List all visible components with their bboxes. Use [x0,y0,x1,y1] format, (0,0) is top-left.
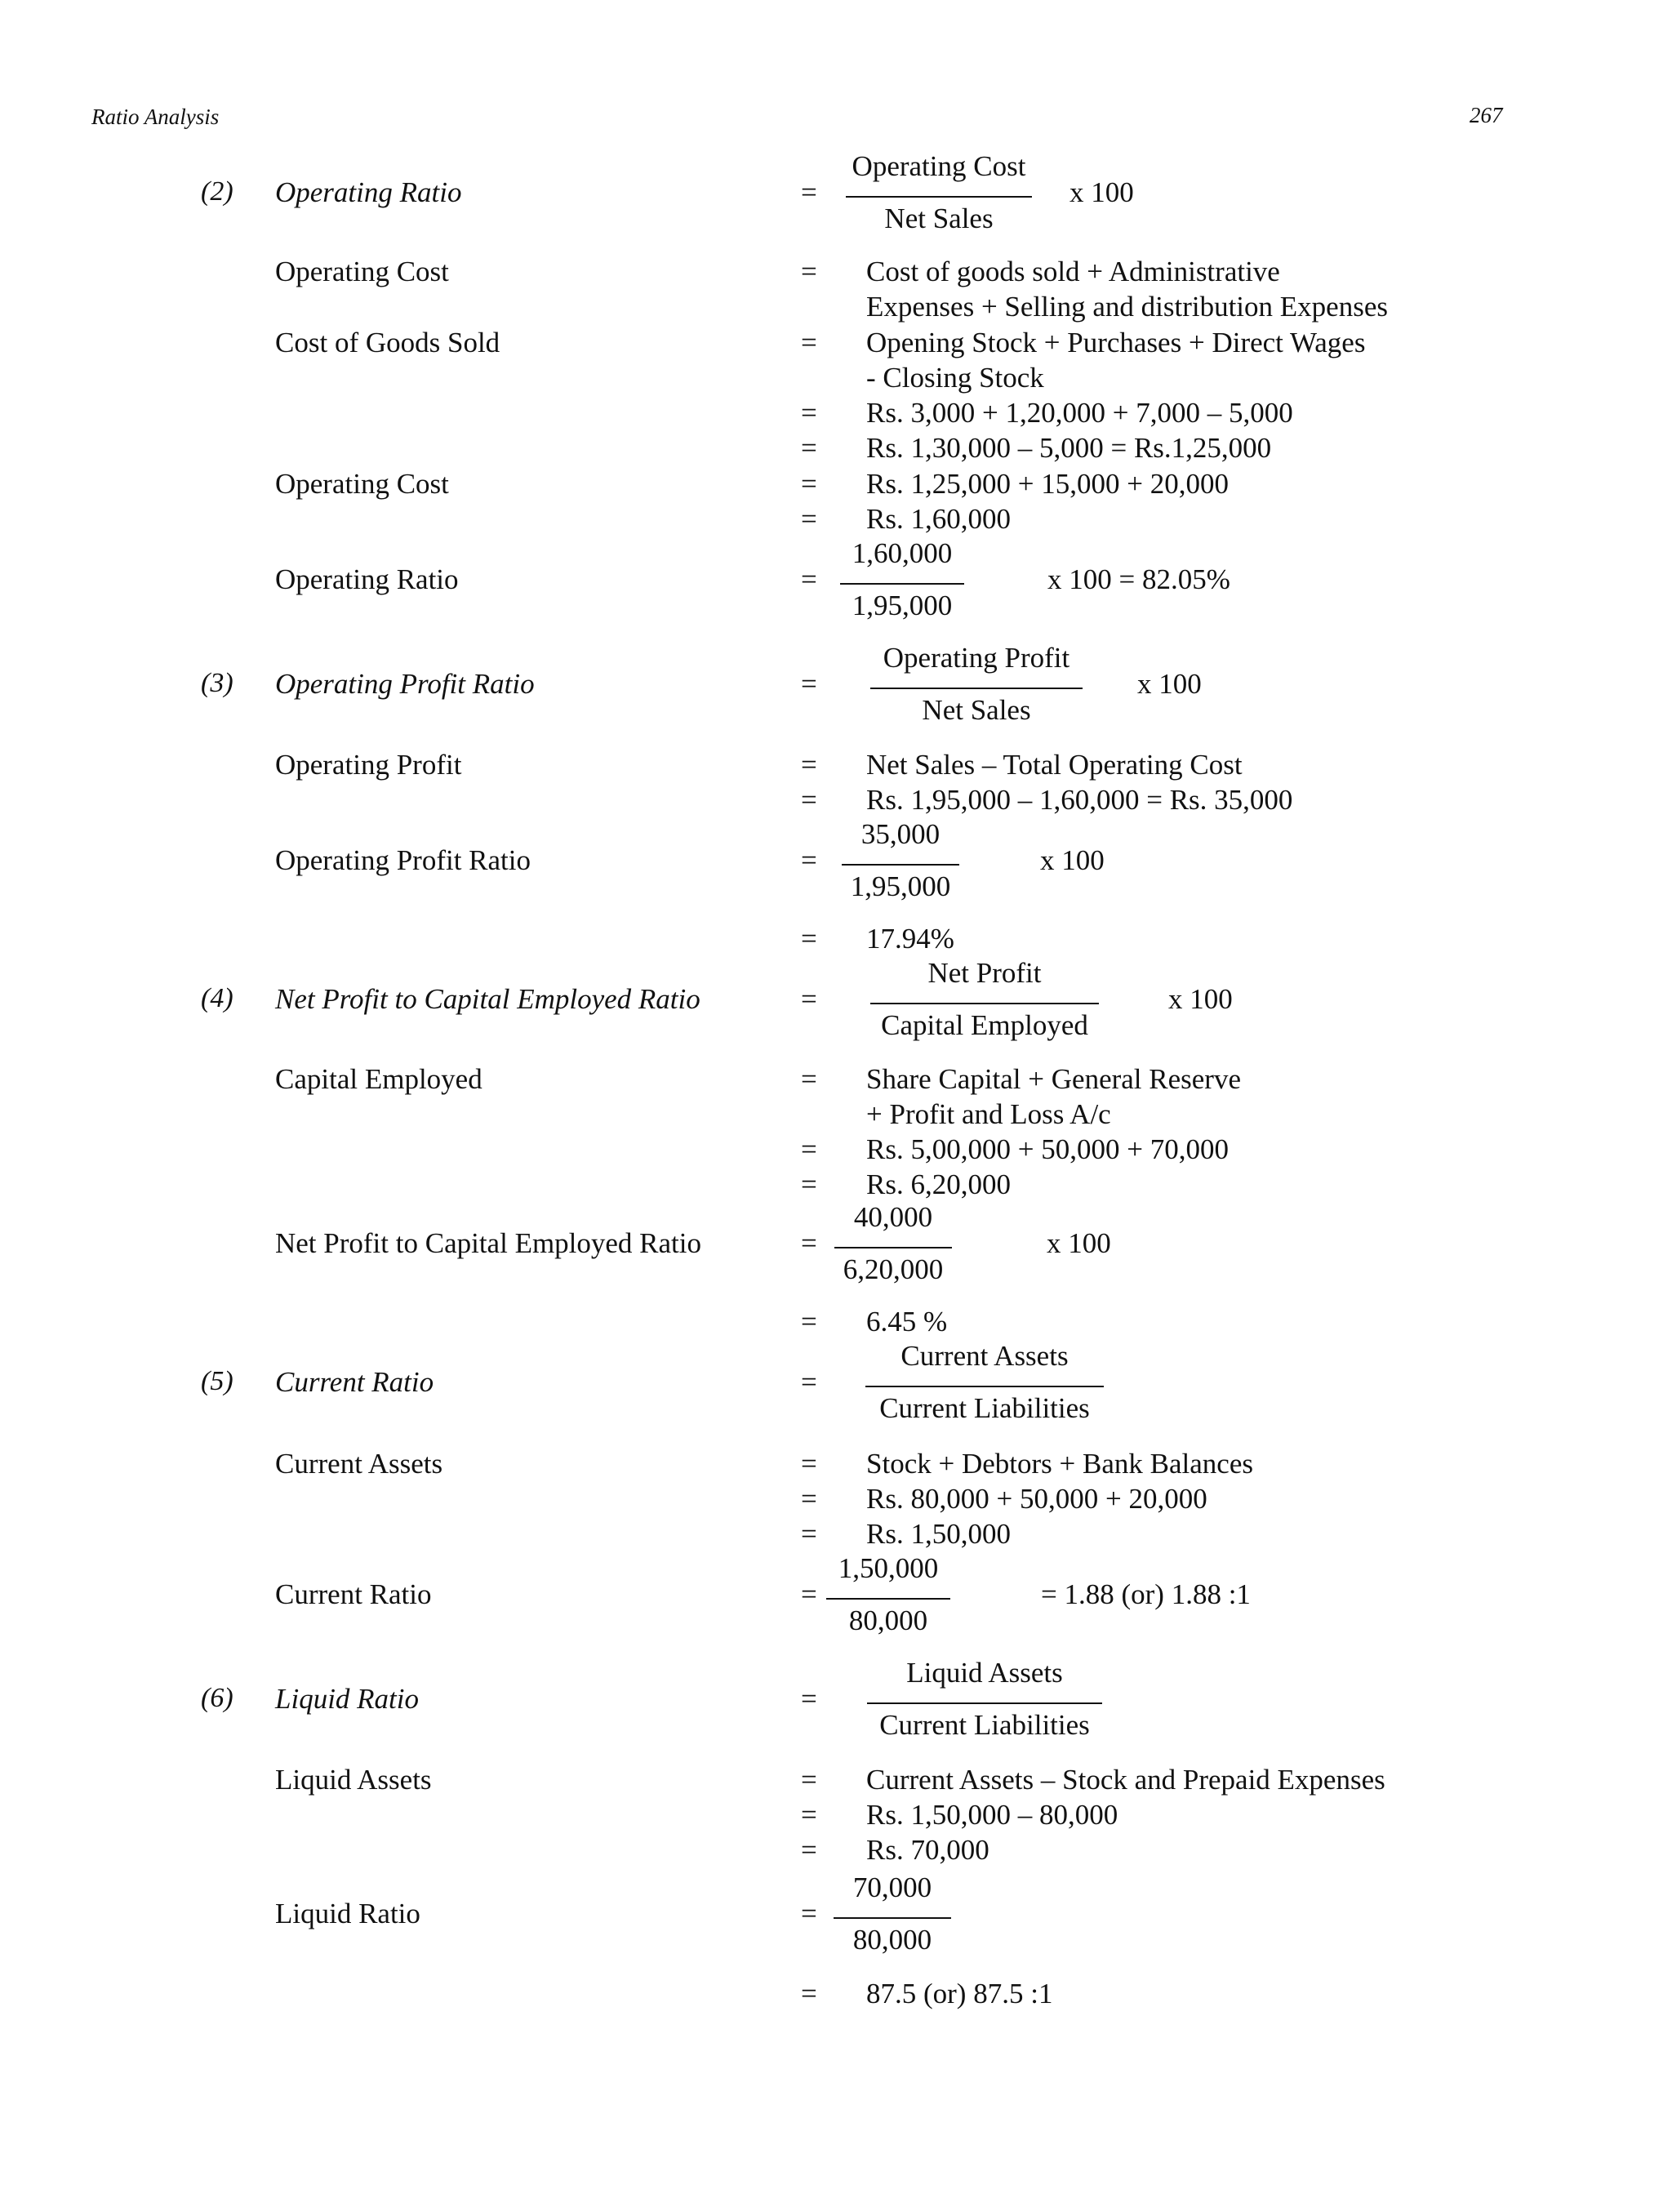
equals-sign: = [801,749,817,781]
formula-numerator: Net Profit [927,957,1042,989]
formula-numerator: Current Assets [900,1340,1069,1372]
equals-sign: = [801,983,817,1015]
result-fraction-bar [840,583,964,585]
section-number: (6) [201,1683,233,1713]
equals-sign: = [801,1133,817,1165]
step-label: Operating Cost [275,468,449,500]
formula-numerator: Operating Profit [883,642,1070,674]
section-number: (3) [201,668,233,698]
step-expression: Expenses + Selling and distribution Expenses [866,291,1388,323]
step-expression: Opening Stock + Purchases + Direct Wages [866,327,1366,358]
equals-sign: = [801,468,817,500]
equals-sign: = [801,563,817,595]
step-label: Operating Profit [275,749,462,781]
step-expression: Current Assets – Stock and Prepaid Expenses [866,1764,1385,1796]
step-label: Capital Employed [275,1063,482,1095]
formula-denominator: Net Sales [922,694,1031,726]
running-header: Ratio Analysis [91,105,220,129]
step-expression: Rs. 1,50,000 [866,1518,1011,1550]
result-label: Operating Ratio [275,563,459,595]
equals-sign: = [801,784,817,816]
equals-sign: = [801,1683,817,1715]
step-expression: Stock + Debtors + Bank Balances [866,1448,1253,1480]
equals-sign: = [801,1834,817,1866]
result-fraction-bar [834,1917,951,1919]
result-numerator: 1,50,000 [838,1552,939,1584]
formula-fraction-bar [867,1702,1102,1704]
step-expression: Rs. 70,000 [866,1834,989,1866]
equals-sign: = [801,1448,817,1480]
result-suffix: x 100 [1040,844,1105,876]
section-number: (5) [201,1366,233,1396]
result-fraction-bar [842,864,959,866]
equals-sign: = [801,844,817,876]
result-denominator: 80,000 [852,1924,932,1956]
step-expression: Net Sales – Total Operating Cost [866,749,1243,781]
step-expression: - Closing Stock [866,362,1044,394]
step-label: Cost of Goods Sold [275,327,500,358]
page-number: 267 [1470,103,1503,127]
equals-sign: = [801,1578,817,1610]
result-numerator: 35,000 [860,818,940,850]
step-expression: Rs. 1,50,000 – 80,000 [866,1799,1118,1831]
equals-sign: = [801,327,817,358]
step-expression: Rs. 80,000 + 50,000 + 20,000 [866,1483,1207,1515]
formula-denominator: Capital Employed [881,1009,1088,1041]
final-answer: 17.94% [866,923,954,955]
equals-sign: = [801,176,817,208]
result-label: Current Ratio [275,1578,432,1610]
equals-sign: = [801,1063,817,1095]
step-expression: Rs. 5,00,000 + 50,000 + 70,000 [866,1133,1229,1165]
equals-sign: = [801,397,817,429]
equals-sign: = [801,923,817,955]
formula-suffix: x 100 [1069,176,1134,208]
step-expression: Rs. 6,20,000 [866,1168,1011,1200]
formula-numerator: Operating Cost [852,150,1026,182]
equals-sign: = [801,668,817,700]
step-expression: Share Capital + General Reserve [866,1063,1241,1095]
step-expression: Rs. 1,95,000 – 1,60,000 = Rs. 35,000 [866,784,1293,816]
result-suffix: = 1.88 (or) 1.88 :1 [1041,1578,1251,1610]
result-denominator: 1,95,000 [850,870,951,902]
step-expression: Rs. 1,25,000 + 15,000 + 20,000 [866,468,1229,500]
formula-numerator: Liquid Assets [906,1657,1063,1689]
formula-denominator: Net Sales [884,203,994,234]
equals-sign: = [801,1227,817,1259]
section-title: Current Ratio [275,1366,434,1398]
step-expression: Rs. 1,60,000 [866,503,1011,535]
result-denominator: 6,20,000 [843,1253,944,1285]
result-numerator: 70,000 [852,1872,932,1903]
equals-sign: = [801,1898,817,1929]
final-answer: 6.45 % [866,1306,948,1337]
formula-fraction-bar [870,1003,1099,1004]
step-expression: Rs. 1,30,000 – 5,000 = Rs.1,25,000 [866,432,1272,464]
formula-suffix: x 100 [1168,983,1233,1015]
result-label: Net Profit to Capital Employed Ratio [275,1227,702,1259]
result-fraction-bar [826,1598,950,1600]
step-label: Liquid Assets [275,1764,432,1796]
result-suffix: x 100 [1047,1227,1111,1259]
formula-fraction-bar [865,1386,1104,1387]
formula-fraction-bar [870,688,1083,689]
result-suffix: x 100 = 82.05% [1047,563,1230,595]
formula-suffix: x 100 [1137,668,1202,700]
step-label: Operating Cost [275,256,449,287]
step-expression: Rs. 3,000 + 1,20,000 + 7,000 – 5,000 [866,397,1293,429]
formula-fraction-bar [846,196,1032,198]
equals-sign: = [801,1306,817,1337]
equals-sign: = [801,1518,817,1550]
section-title: Liquid Ratio [275,1683,419,1715]
formula-denominator: Current Liabilities [879,1709,1090,1741]
result-label: Liquid Ratio [275,1898,420,1929]
result-label: Operating Profit Ratio [275,844,531,876]
equals-sign: = [801,1168,817,1200]
equals-sign: = [801,1978,817,2009]
equals-sign: = [801,1366,817,1398]
equals-sign: = [801,503,817,535]
result-numerator: 1,60,000 [852,537,953,569]
equals-sign: = [801,432,817,464]
section-title: Operating Profit Ratio [275,668,535,700]
step-expression: Cost of goods sold + Administrative [866,256,1280,287]
section-title: Net Profit to Capital Employed Ratio [275,983,700,1015]
equals-sign: = [801,1799,817,1831]
result-denominator: 80,000 [848,1604,928,1636]
formula-denominator: Current Liabilities [879,1392,1090,1424]
result-denominator: 1,95,000 [852,590,953,621]
result-fraction-bar [834,1247,952,1248]
result-numerator: 40,000 [853,1201,933,1233]
step-expression: + Profit and Loss A/c [866,1098,1111,1130]
section-number: (2) [201,176,233,207]
equals-sign: = [801,1483,817,1515]
section-number: (4) [201,983,233,1013]
equals-sign: = [801,256,817,287]
section-title: Operating Ratio [275,176,462,208]
final-answer: 87.5 (or) 87.5 :1 [866,1978,1053,2009]
step-label: Current Assets [275,1448,443,1480]
equals-sign: = [801,1764,817,1796]
